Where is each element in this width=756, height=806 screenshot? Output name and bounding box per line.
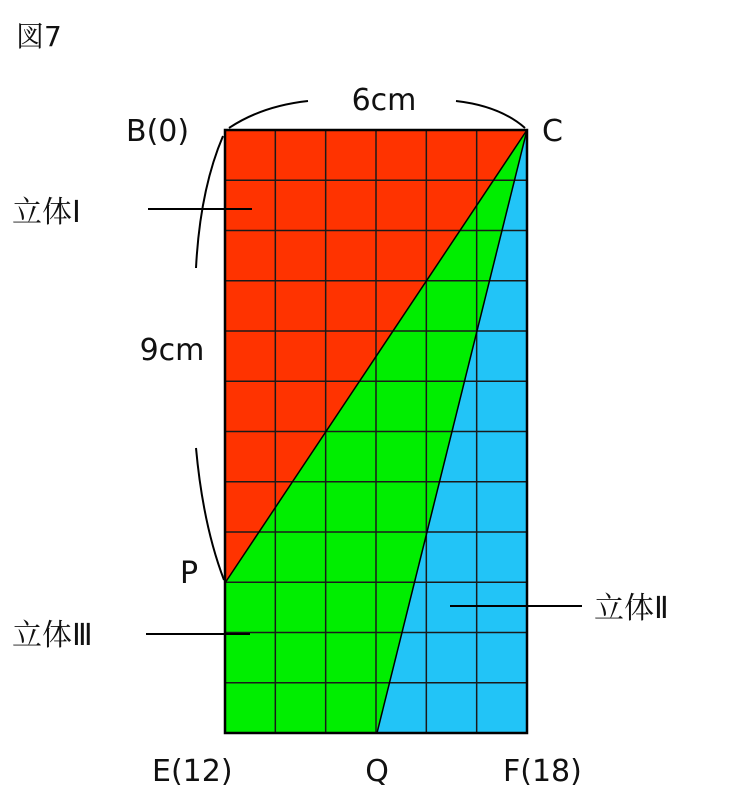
- solid-2-label: 立体Ⅱ: [594, 591, 669, 626]
- height-brace-top: [196, 136, 223, 268]
- width-brace-right: [456, 101, 525, 128]
- solid-3-label: 立体Ⅲ: [12, 618, 93, 653]
- height-label: 9cm: [139, 333, 205, 368]
- point-F-label: F(18): [503, 754, 582, 789]
- height-brace-bottom: [196, 448, 224, 580]
- point-C-label: C: [542, 114, 563, 149]
- figure-title: 図7: [16, 20, 62, 53]
- width-brace-left: [229, 101, 308, 128]
- solid-1-label: 立体Ⅰ: [12, 195, 81, 230]
- point-P-label: P: [180, 556, 199, 591]
- point-E-label: E(12): [152, 754, 233, 789]
- point-Q-label: Q: [365, 754, 389, 789]
- width-label: 6cm: [351, 83, 417, 118]
- point-B-label: B(0): [126, 114, 190, 149]
